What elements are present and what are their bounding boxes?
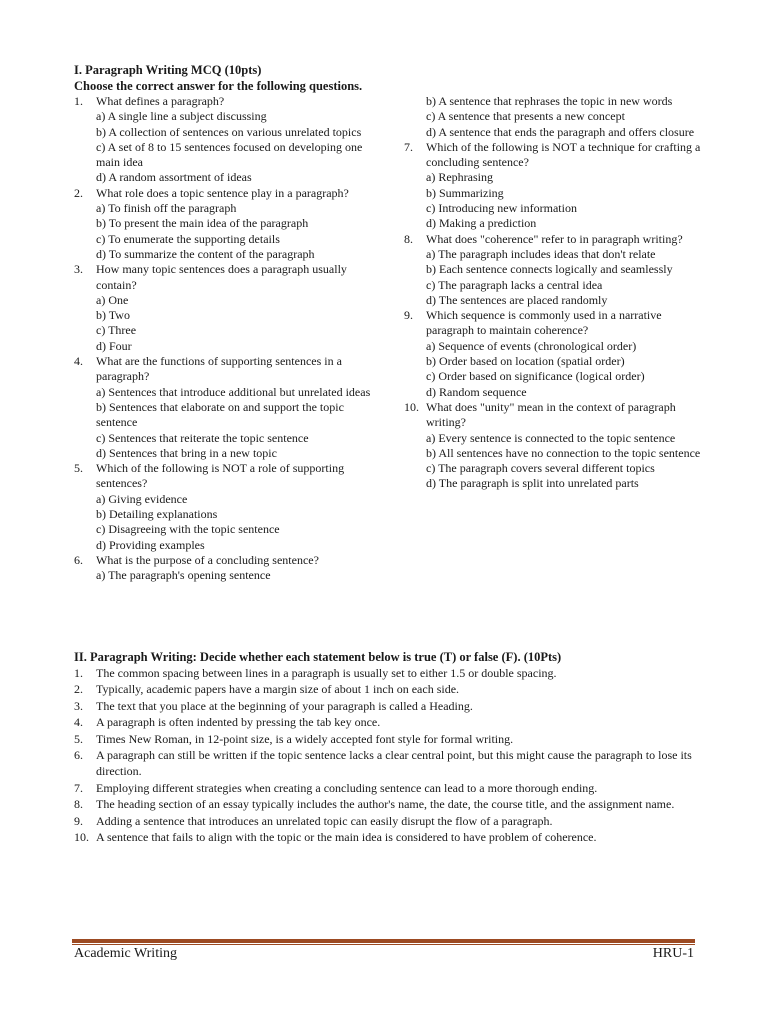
statement-number: 3. bbox=[74, 698, 83, 713]
question-8 bbox=[404, 232, 704, 308]
answer-option: b) Summarizing bbox=[426, 185, 504, 200]
answer-option: b) Two bbox=[96, 308, 130, 323]
answer-option: d) Providing examples bbox=[96, 537, 205, 552]
statement-text: The common spacing between lines in a paragraph is usually set to either 1.5 or double spacing. bbox=[96, 666, 557, 680]
statement-text: A paragraph can still be written if the topic sentence lacks a clear central point, but this might cause the paragraph to lose its direction. bbox=[96, 748, 692, 779]
statement-5 bbox=[74, 731, 694, 747]
footer-rule bbox=[72, 939, 695, 943]
answer-option: c) A sentence that presents a new concept bbox=[426, 109, 625, 124]
answer-option: c) To enumerate the supporting details bbox=[96, 231, 280, 246]
answer-option: c) Sentences that reiterate the topic sentence bbox=[96, 430, 309, 445]
question-4 bbox=[74, 354, 374, 461]
question-9 bbox=[404, 308, 704, 400]
question-5 bbox=[74, 461, 374, 553]
answer-option: b) Each sentence connects logically and seamlessly bbox=[426, 262, 673, 277]
answer-option: b) A sentence that rephrases the topic in new words bbox=[426, 94, 673, 108]
answer-option: d) The sentences are placed randomly bbox=[426, 292, 608, 307]
section1-title: I. Paragraph Writing MCQ (10pts) bbox=[74, 63, 262, 77]
answer-option: a) A single line a subject discussing bbox=[96, 109, 267, 124]
footer-course-title: Academic Writing bbox=[74, 946, 177, 961]
statement-number: 4. bbox=[74, 715, 83, 730]
question-2 bbox=[74, 186, 374, 262]
statement-number: 10. bbox=[74, 830, 89, 845]
statement-number: 1. bbox=[74, 666, 83, 680]
answer-option: c) Three bbox=[96, 323, 137, 338]
statement-number: 6. bbox=[74, 748, 83, 763]
answer-option: a) One bbox=[96, 292, 129, 307]
answer-option: c) The paragraph lacks a central idea bbox=[426, 277, 603, 292]
answer-option: b) Detailing explanations bbox=[96, 507, 218, 522]
answer-option: c) The paragraph covers several different topics bbox=[426, 461, 655, 476]
question-6 bbox=[74, 553, 374, 584]
question-number: 10. bbox=[404, 399, 419, 414]
answer-option: c) Disagreeing with the topic sentence bbox=[96, 522, 280, 537]
question-number: 4. bbox=[74, 354, 83, 369]
question-10 bbox=[404, 400, 704, 492]
question-text: How many topic sentences does a paragraph usually contain? bbox=[96, 262, 347, 292]
question-6-continuation bbox=[404, 94, 704, 140]
section1-instruction: Choose the correct answer for the following questions. bbox=[74, 79, 363, 93]
statement-7 bbox=[74, 780, 694, 796]
statement-text: Employing different strategies when creating a concluding sentence can lead to a more thorough ending. bbox=[96, 780, 598, 795]
statement-10 bbox=[74, 829, 694, 845]
statement-1 bbox=[74, 665, 694, 681]
statement-6 bbox=[74, 747, 694, 780]
question-text: Which of the following is NOT a role of supporting sentences? bbox=[96, 461, 345, 491]
question-3 bbox=[74, 262, 374, 354]
answer-option: d) To summarize the content of the paragraph bbox=[96, 246, 315, 261]
answer-option: c) Introducing new information bbox=[426, 201, 577, 216]
question-text: What does "coherence" refer to in paragraph writing? bbox=[426, 231, 683, 246]
section2 bbox=[74, 649, 694, 845]
statement-2 bbox=[74, 681, 694, 697]
statement-3 bbox=[74, 698, 694, 714]
question-number: 8. bbox=[404, 231, 413, 246]
answer-option: b) A collection of sentences on various unrelated topics bbox=[96, 124, 362, 139]
statement-text: The heading section of an essay typically includes the author's name, the date, the course title, and the assignment name. bbox=[96, 797, 675, 812]
question-text: What is the purpose of a concluding sentence? bbox=[96, 552, 319, 567]
answer-option: a) Sentences that introduce additional but unrelated ideas bbox=[96, 384, 371, 399]
statement-number: 2. bbox=[74, 682, 83, 697]
true-false-list bbox=[74, 665, 694, 845]
question-number: 5. bbox=[74, 461, 83, 476]
statement-4 bbox=[74, 714, 694, 730]
answer-option: a) Sequence of events (chronological order) bbox=[426, 338, 637, 353]
answer-option: a) The paragraph includes ideas that don't relate bbox=[426, 246, 656, 261]
question-text: Which sequence is commonly used in a narrative paragraph to maintain coherence? bbox=[426, 308, 662, 338]
statement-number: 8. bbox=[74, 797, 83, 812]
answer-option: a) Every sentence is connected to the topic sentence bbox=[426, 430, 676, 445]
section2-title: II. Paragraph Writing: Decide whether each statement below is true (T) or false (F). (10Pts) bbox=[74, 650, 562, 664]
answer-option: a) The paragraph's opening sentence bbox=[96, 568, 271, 583]
statement-text: Times New Roman, in 12-point size, is a widely accepted font style for formal writing. bbox=[96, 731, 514, 746]
statement-text: A paragraph is often indented by pressing the tab key once. bbox=[96, 715, 381, 730]
statement-number: 9. bbox=[74, 813, 83, 828]
answer-option: d) Sentences that bring in a new topic bbox=[96, 445, 277, 460]
statement-number: 7. bbox=[74, 780, 83, 795]
question-text: What defines a paragraph? bbox=[96, 94, 225, 108]
answer-option: a) Giving evidence bbox=[96, 491, 188, 506]
answer-option: a) Rephrasing bbox=[426, 170, 493, 185]
question-number: 1. bbox=[74, 94, 83, 108]
answer-option: d) The paragraph is split into unrelated parts bbox=[426, 476, 639, 491]
answer-option: c) Order based on significance (logical order) bbox=[426, 369, 645, 384]
footer-rule-thin bbox=[72, 944, 695, 945]
mcq-left-column bbox=[74, 94, 374, 584]
answer-option: d) A sentence that ends the paragraph and offers closure bbox=[426, 124, 695, 139]
answer-option: d) A random assortment of ideas bbox=[96, 170, 252, 185]
question-number: 2. bbox=[74, 185, 83, 200]
question-text: What role does a topic sentence play in a paragraph? bbox=[96, 185, 349, 200]
answer-option: d) Four bbox=[96, 338, 132, 353]
statement-text: A sentence that fails to align with the topic or the main idea is considered to have problem of coherence. bbox=[96, 830, 597, 845]
question-number: 7. bbox=[404, 139, 413, 154]
answer-option: a) To finish off the paragraph bbox=[96, 201, 237, 216]
statement-text: The text that you place at the beginning of your paragraph is called a Heading. bbox=[96, 698, 473, 713]
answer-option: c) A set of 8 to 15 sentences focused on developing one main idea bbox=[96, 139, 363, 170]
statement-text: Adding a sentence that introduces an unrelated topic can easily disrupt the flow of a paragraph. bbox=[96, 813, 553, 828]
question-number: 9. bbox=[404, 308, 413, 323]
statement-number: 5. bbox=[74, 731, 83, 746]
answer-option: d) Random sequence bbox=[426, 384, 527, 399]
statement-text: Typically, academic papers have a margin size of about 1 inch on each side. bbox=[96, 682, 460, 697]
question-text: What are the functions of supporting sentences in a paragraph? bbox=[96, 354, 342, 384]
answer-option: d) Making a prediction bbox=[426, 216, 537, 231]
footer-course-code: HRU-1 bbox=[652, 946, 694, 961]
question-text: What does "unity" mean in the context of paragraph writing? bbox=[426, 399, 676, 430]
answer-option: b) All sentences have no connection to the topic sentence bbox=[426, 445, 701, 460]
question-number: 3. bbox=[74, 262, 83, 277]
answer-option: b) Order based on location (spatial order) bbox=[426, 354, 625, 369]
question-number: 6. bbox=[74, 552, 83, 567]
question-1 bbox=[74, 94, 374, 186]
statement-8 bbox=[74, 796, 694, 812]
mcq-right-column bbox=[404, 94, 704, 492]
question-text: Which of the following is NOT a technique for crafting a concluding sentence? bbox=[426, 139, 701, 170]
answer-option: b) Sentences that elaborate on and support the topic sentence bbox=[96, 399, 344, 430]
statement-9 bbox=[74, 813, 694, 829]
answer-option: b) To present the main idea of the paragraph bbox=[96, 216, 309, 231]
question-7 bbox=[404, 140, 704, 232]
